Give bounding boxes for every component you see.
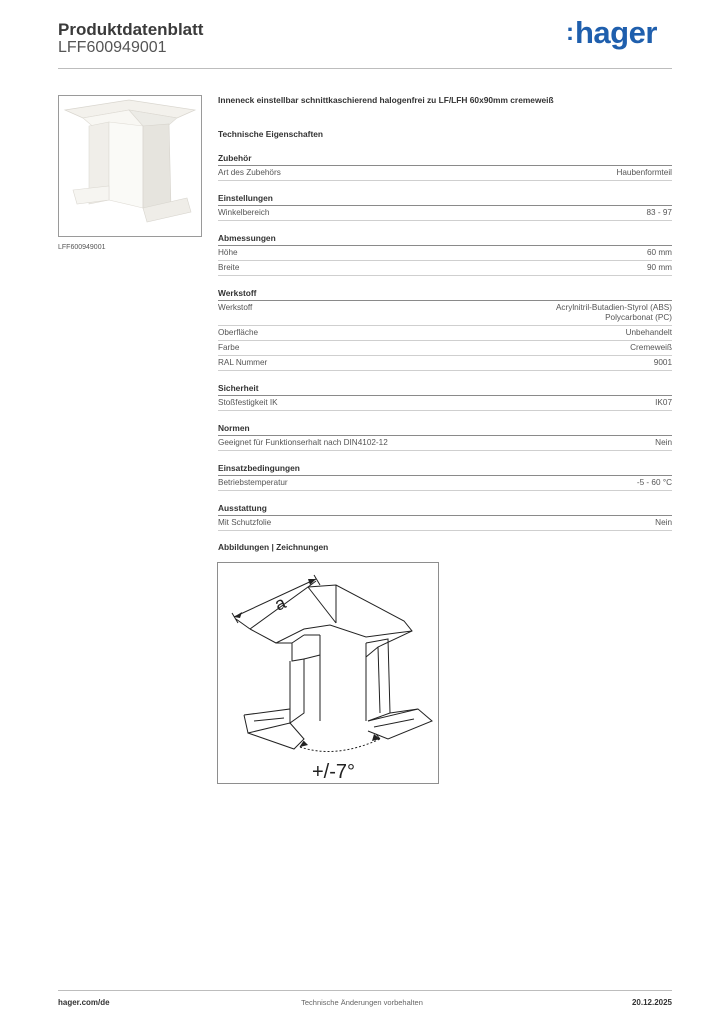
spec-value-line: Unbehandelt	[625, 328, 672, 337]
product-code: LFF600949001	[58, 39, 167, 56]
section-title: Zubehör	[218, 153, 672, 166]
spec-label: Winkelbereich	[218, 208, 270, 217]
thumbnail-caption: LFF600949001	[58, 244, 106, 251]
spec-label: Werkstoff	[218, 303, 253, 312]
section-title: Ausstattung	[218, 503, 672, 516]
spec-section	[218, 463, 672, 491]
spec-value	[556, 303, 672, 323]
spec-value-line: -5 - 60 °C	[636, 478, 672, 487]
spec-value-line: 90 mm	[646, 263, 672, 272]
spec-row	[218, 246, 672, 261]
spec-section	[218, 153, 672, 181]
section-title: Werkstoff	[218, 288, 672, 301]
spec-label: RAL Nummer	[218, 358, 268, 367]
dimension-label-a: a	[271, 592, 289, 615]
spec-row	[218, 166, 672, 181]
footer-divider	[58, 990, 672, 991]
spec-sections	[218, 153, 672, 531]
document-title: Produktdatenblatt	[58, 20, 204, 39]
spec-value	[647, 263, 672, 273]
figures-heading: Abbildungen | Zeichnungen	[218, 542, 329, 552]
spec-value	[626, 328, 672, 338]
spec-value	[647, 248, 672, 258]
spec-value-line: Polycarbonat (PC)	[605, 313, 672, 322]
product-thumbnail	[58, 95, 202, 237]
section-title: Sicherheit	[218, 383, 672, 396]
spec-row	[218, 476, 672, 491]
header-divider	[58, 68, 672, 69]
spec-row	[218, 436, 672, 451]
spec-value-line: IK07	[655, 398, 672, 407]
corner-piece-photo	[59, 96, 201, 236]
spec-value-line: Nein	[655, 518, 672, 527]
spec-value	[654, 358, 672, 368]
footer-date: 20.12.2025	[631, 998, 672, 1007]
hager-logo	[566, 15, 657, 51]
spec-label: Farbe	[218, 343, 240, 352]
corner-drawing-svg	[218, 563, 438, 783]
spec-label: Betriebstemperatur	[218, 478, 288, 487]
spec-label: Stoßfestigkeit IK	[218, 398, 278, 407]
spec-value-line: Cremeweiß	[630, 343, 672, 352]
spec-row	[218, 261, 672, 276]
angle-tolerance-label: +/-7°	[312, 761, 356, 783]
spec-value	[616, 168, 672, 178]
spec-label: Geeignet für Funktionserhalt nach DIN4102-12	[218, 438, 388, 447]
spec-value	[655, 518, 672, 528]
spec-section	[218, 193, 672, 221]
spec-section	[218, 423, 672, 451]
spec-label: Art des Zubehörs	[218, 168, 281, 177]
spec-section	[218, 503, 672, 531]
spec-value-line: 60 mm	[646, 248, 672, 257]
product-description: Inneneck einstellbar schnittkaschierend halogenfrei zu LF/LFH 60x90mm cremeweiß	[218, 95, 554, 105]
spec-value	[655, 398, 672, 408]
section-title: Normen	[218, 423, 672, 436]
section-title: Abmessungen	[218, 233, 672, 246]
spec-row	[218, 341, 672, 356]
spec-label: Mit Schutzfolie	[218, 518, 272, 527]
footer-disclaimer: Technische Änderungen vorbehalten	[301, 998, 423, 1007]
footer-website[interactable]: hager.com/de	[58, 998, 110, 1007]
spec-row	[218, 356, 672, 371]
section-title: Einstellungen	[218, 193, 672, 206]
spec-value	[630, 343, 672, 353]
spec-value-line: 9001	[653, 358, 672, 367]
technical-properties-heading: Technische Eigenschaften	[218, 129, 324, 139]
spec-section	[218, 288, 672, 371]
spec-row	[218, 301, 672, 326]
spec-section	[218, 383, 672, 411]
spec-value-line: 83 - 97	[646, 208, 672, 217]
specification-panel	[218, 95, 672, 531]
section-title: Einsatzbedingungen	[218, 463, 672, 476]
spec-value	[647, 208, 673, 218]
spec-value	[655, 438, 672, 448]
spec-section	[218, 233, 672, 276]
technical-drawing	[217, 562, 439, 784]
spec-value-line: Haubenformteil	[616, 168, 672, 177]
logo-dots-icon: :	[566, 19, 574, 46]
spec-label: Höhe	[218, 248, 238, 257]
logo-text: hager	[575, 15, 657, 50]
spec-value-line: Acrylnitril-Butadien-Styrol (ABS)	[555, 303, 672, 312]
spec-row	[218, 396, 672, 411]
spec-row	[218, 326, 672, 341]
spec-row	[218, 516, 672, 531]
spec-value	[637, 478, 672, 488]
spec-label: Breite	[218, 263, 240, 272]
spec-value-line: Nein	[655, 438, 672, 447]
spec-row	[218, 206, 672, 221]
spec-label: Oberfläche	[218, 328, 259, 337]
